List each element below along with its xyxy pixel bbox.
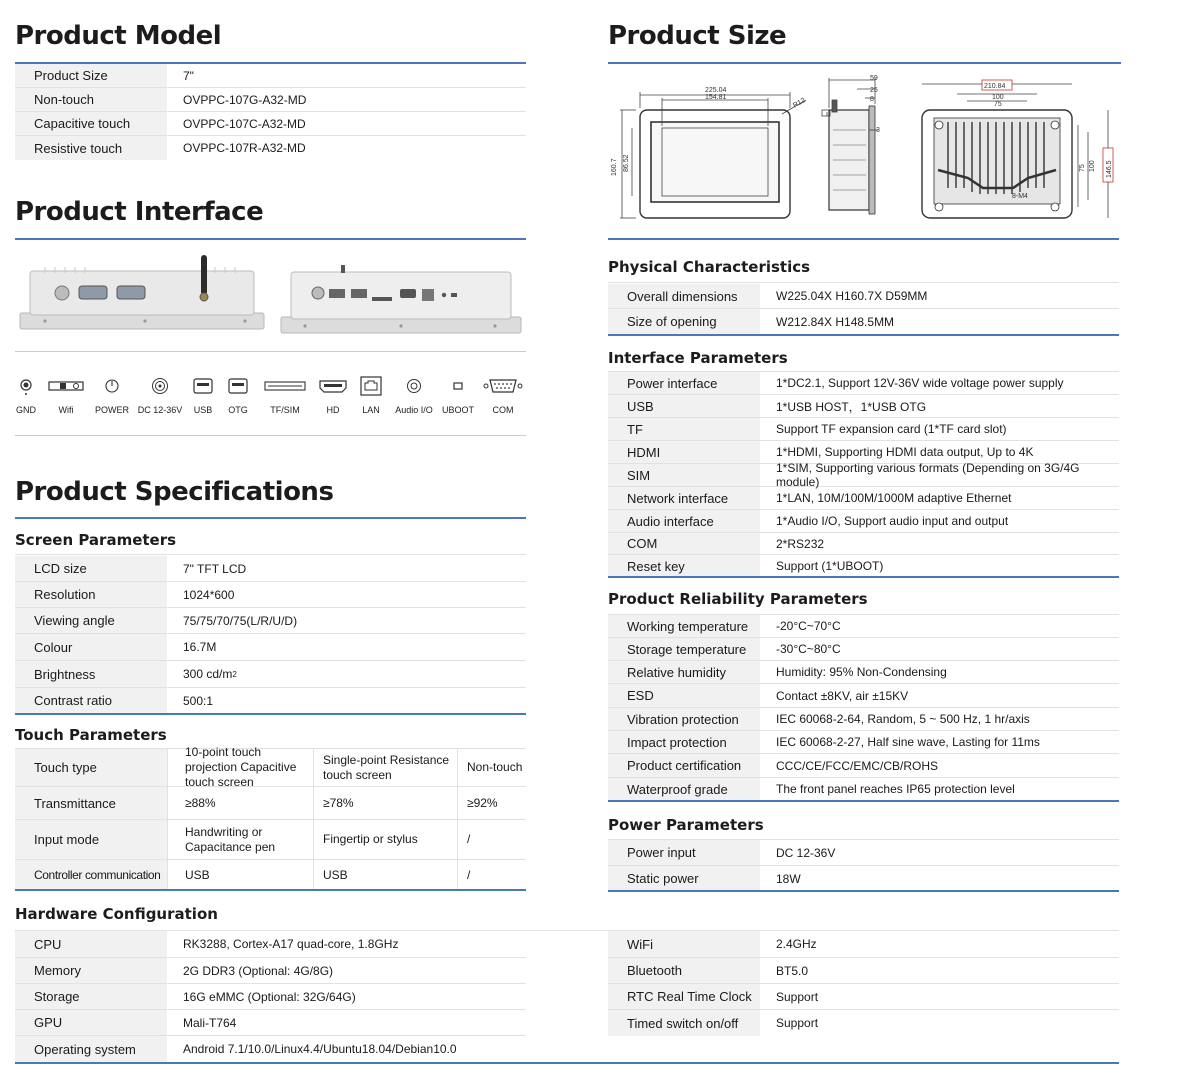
row-label: Overall dimensions: [608, 284, 760, 308]
row-value: 1*HDMI, Supporting HDMI data output, Up to 4K: [776, 445, 1034, 459]
table-row: [15, 958, 526, 984]
ground-icon: [19, 376, 33, 396]
wifi-antenna-icon: [48, 379, 84, 393]
row-label: Controller communication: [15, 860, 167, 890]
port-label: USB: [193, 405, 213, 415]
dim-side-d3: 3: [876, 127, 880, 134]
table-row: [15, 787, 526, 820]
row-value: Support: [776, 989, 819, 1004]
table-cell: Fingertip or stylus: [313, 820, 457, 859]
divider: [15, 554, 526, 555]
row-label: CPU: [15, 931, 167, 957]
hardware-configuration-title: Hardware Configuration: [15, 905, 218, 923]
row-label: Timed switch on/off: [608, 1010, 760, 1036]
row-value: IEC 60068-2-64, Random, 5 ~ 500 Hz, 1 hr/axis: [776, 712, 1030, 726]
row-label: Impact protection: [608, 731, 760, 753]
port-com: [473, 376, 533, 415]
dim-back-w1: 100: [992, 94, 1004, 101]
section-rule: [15, 1062, 1119, 1064]
row-label: Resolution: [15, 582, 167, 607]
row-label: Waterproof grade: [608, 778, 760, 800]
table-row: [15, 634, 526, 661]
table-row: [608, 487, 1119, 510]
row-value: CCC/CE/FCC/EMC/CB/ROHS: [776, 758, 939, 773]
port-label: TF/SIM: [270, 405, 300, 415]
table-row: [608, 984, 1119, 1010]
section-rule: [608, 238, 1119, 240]
table-row: [608, 866, 1119, 891]
row-label: RTC Real Time Clock: [608, 984, 760, 1009]
table-cell: Single-point Resistance touch screen: [313, 749, 457, 786]
table-row: [15, 984, 526, 1010]
dim-back-h2: 100: [1089, 160, 1096, 172]
row-value: Mali-T764: [183, 1015, 237, 1030]
row-value: DC 12-36V: [776, 845, 836, 860]
row-value: W225.04X H160.7X D59MM: [776, 289, 928, 303]
table-row: [608, 309, 1119, 334]
row-label: WiFi: [608, 931, 760, 957]
table-cell: Non-touch: [457, 749, 526, 786]
lan-icon: [360, 376, 382, 396]
row-label: Bluetooth: [608, 958, 760, 983]
db9-com-icon: [483, 378, 523, 394]
dim-front-height: 160.7: [611, 158, 618, 176]
row-value: 1*USB HOST，1*USB OTG: [776, 399, 927, 414]
row-value: Support (1*UBOOT): [776, 559, 884, 573]
audio-jack-icon: [406, 378, 422, 394]
row-label: Audio interface: [608, 510, 760, 532]
row-label: Touch type: [15, 749, 167, 786]
hardware-table-left: [15, 931, 526, 1062]
dim-side-depth: 59: [870, 75, 878, 82]
row-value: 18W: [776, 871, 801, 886]
divider: [15, 435, 526, 436]
row-label: Reset key: [608, 555, 760, 577]
row-label: TF: [608, 418, 760, 440]
table-row: [608, 840, 1119, 866]
row-value: RK3288, Cortex-A17 quad-core, 1.8GHz: [183, 937, 399, 951]
row-value: OVPPC-107C-A32-MD: [183, 116, 306, 131]
table-row: [15, 1036, 526, 1062]
row-label: Resistive touch: [15, 136, 167, 160]
row-value: Support TF expansion card (1*TF card slot): [776, 422, 1007, 436]
row-label: HDMI: [608, 441, 760, 463]
dim-side-d1: 25: [870, 87, 878, 94]
row-label: Product Size: [15, 64, 167, 87]
row-label: COM: [608, 533, 760, 554]
table-row: [608, 958, 1119, 984]
table-row: [15, 88, 526, 112]
row-label: Power input: [608, 840, 760, 865]
product-model-title: Product Model: [15, 21, 222, 51]
product-interface-title: Product Interface: [15, 197, 264, 227]
row-value: IEC 60068-2-27, Half sine wave, Lasting for 11ms: [776, 735, 1040, 749]
port-label: COM: [492, 405, 514, 415]
device-left-photo: [20, 255, 264, 329]
divider: [15, 351, 526, 352]
row-label: Contrast ratio: [15, 688, 167, 713]
reliability-table: [608, 615, 1119, 800]
row-label: Network interface: [608, 487, 760, 509]
touch-parameters-table: [15, 745, 526, 890]
dim-back-h1: 75: [1079, 164, 1086, 172]
power-parameters-title: Power Parameters: [608, 816, 764, 834]
row-value: W212.84X H148.5MM: [776, 314, 895, 329]
row-value: 1*SIM, Supporting various formats (Depending on 3G/4G module): [776, 461, 1080, 489]
table-row: [15, 136, 526, 160]
device-port-photos: [15, 245, 526, 345]
dim-back-w2: 75: [994, 101, 1002, 108]
table-row: [15, 931, 526, 958]
port-label: LAN: [362, 405, 380, 415]
row-label: SIM: [608, 464, 760, 486]
section-rule: [15, 713, 526, 715]
row-value: OVPPC-107R-A32-MD: [183, 141, 306, 155]
row-label: Static power: [608, 866, 760, 891]
dim-back-height: 146.5: [1106, 160, 1113, 178]
table-row: [608, 661, 1119, 684]
dim-front-inner-width: 154.81: [705, 94, 727, 101]
uboot-button-icon: [452, 381, 464, 391]
table-row: [15, 112, 526, 136]
row-value: Support: [776, 1016, 819, 1030]
section-rule: [15, 889, 526, 891]
table-row: [608, 395, 1119, 418]
table-row: [608, 372, 1119, 395]
table-row: [15, 608, 526, 634]
tf-sim-slot-icon: [264, 380, 306, 392]
table-row: [608, 638, 1119, 661]
table-cell: Handwriting or Capacitance pen: [167, 820, 313, 859]
product-specifications-title: Product Specifications: [15, 477, 334, 507]
row-label: USB: [608, 395, 760, 417]
row-value: Humidity: 95% Non-Condensing: [776, 665, 947, 679]
table-row: [608, 615, 1119, 638]
power-jack-icon: [104, 378, 120, 394]
table-row: [608, 754, 1119, 778]
table-row: [608, 418, 1119, 441]
product-model-table: [15, 64, 526, 160]
row-label: Power interface: [608, 372, 760, 394]
row-value: 500:1: [183, 693, 214, 708]
table-row: [15, 860, 526, 890]
table-row: [608, 684, 1119, 708]
table-row: [608, 533, 1119, 555]
row-value: 1*Audio I/O, Support audio input and output: [776, 514, 1009, 528]
table-row: [15, 820, 526, 860]
row-label: Viewing angle: [15, 608, 167, 633]
row-value: 300 cd/m 2: [183, 667, 237, 681]
table-cell: ≥92%: [457, 787, 526, 819]
port-label: DC 12-36V: [137, 405, 183, 415]
dim-front-width: 225.04: [705, 87, 727, 94]
interface-parameters-title: Interface Parameters: [608, 349, 788, 367]
row-value: BT5.0: [776, 963, 809, 978]
table-cell: USB: [313, 860, 457, 890]
section-rule: [608, 576, 1119, 578]
row-label: Operating system: [15, 1036, 167, 1062]
table-row: [15, 745, 526, 789]
table-row: [608, 1010, 1119, 1036]
dim-back-hole: 8-M4: [1012, 193, 1028, 200]
row-label: Transmittance: [15, 787, 167, 819]
row-value: 2*RS232: [776, 536, 825, 551]
hardware-table-right: [608, 931, 1119, 1036]
table-cell: /: [457, 860, 526, 890]
row-value: 7" TFT LCD: [183, 561, 247, 576]
row-value: Contact ±8KV, air ±15KV: [776, 688, 909, 703]
row-label: ESD: [608, 684, 760, 707]
dc-jack-icon: [151, 377, 169, 395]
row-label: Vibration protection: [608, 708, 760, 730]
table-row: [608, 931, 1119, 958]
table-row: [608, 708, 1119, 731]
table-cell: /: [457, 820, 526, 859]
table-row: [608, 778, 1119, 800]
table-row: [15, 1010, 526, 1036]
port-label: UBOOT: [441, 405, 474, 415]
table-row: [608, 510, 1119, 533]
row-label: Memory: [15, 958, 167, 983]
row-value: 75/75/70/75(L/R/U/D): [183, 613, 298, 628]
row-label: Size of opening: [608, 309, 760, 334]
row-label: GPU: [15, 1010, 167, 1035]
dim-front-radius: R12: [792, 96, 807, 110]
port-label: POWER: [94, 405, 129, 415]
table-row: [608, 555, 1119, 577]
device-right-photo: [281, 265, 521, 333]
screen-parameters-table: [15, 556, 526, 713]
section-rule: [608, 62, 1121, 64]
row-label: Product certification: [608, 754, 760, 777]
row-label: Brightness: [15, 661, 167, 687]
row-label: Storage: [15, 984, 167, 1009]
port-label: Wifi: [58, 405, 74, 415]
row-label: Relative humidity: [608, 661, 760, 683]
row-value: -20°C~70°C: [776, 619, 841, 633]
row-value: OVPPC-107G-A32-MD: [183, 92, 307, 107]
power-table: [608, 840, 1119, 891]
row-value: -30°C~80°C: [776, 642, 841, 656]
row-label: Capacitive touch: [15, 112, 167, 135]
row-label: Working temperature: [608, 615, 760, 637]
table-row: [15, 688, 526, 713]
row-label: Non-touch: [15, 88, 167, 111]
product-size-title: Product Size: [608, 21, 787, 51]
interface-parameters-table: [608, 372, 1119, 577]
row-value: The front panel reaches IP65 protection level: [776, 782, 1015, 796]
section-rule: [608, 800, 1119, 802]
row-value: 2.4GHz: [776, 937, 817, 951]
dim-side-d2: 8: [870, 96, 874, 103]
otg-icon: [228, 378, 248, 394]
row-label: Input mode: [15, 820, 167, 859]
section-rule: [608, 890, 1119, 892]
dim-front-inner-height: 86.52: [623, 154, 630, 172]
table-row: [608, 461, 1119, 489]
touch-parameters-title: Touch Parameters: [15, 726, 167, 744]
port-label: OTG: [228, 405, 248, 415]
port-label: GND: [16, 405, 36, 415]
table-cell: ≥78%: [313, 787, 457, 819]
row-value: 1*LAN, 10M/100M/1000M adaptive Ethernet: [776, 491, 1012, 505]
dim-back-width: 210.84: [984, 83, 1006, 90]
port-label: Audio I/O: [395, 405, 433, 415]
row-label: Storage temperature: [608, 638, 760, 660]
section-rule: [15, 517, 526, 519]
table-cell: 10-point touch projection Capacitive touch screen: [167, 749, 313, 786]
physical-characteristics-title: Physical Characteristics: [608, 258, 811, 276]
table-cell: USB: [167, 860, 313, 890]
table-row: [15, 556, 526, 582]
table-row: [15, 582, 526, 608]
table-row: [15, 64, 526, 88]
section-rule: [15, 238, 526, 240]
section-rule: [608, 334, 1119, 336]
screen-parameters-title: Screen Parameters: [15, 531, 177, 549]
reliability-parameters-title: Product Reliability Parameters: [608, 590, 868, 608]
divider: [608, 282, 1119, 283]
physical-table: [608, 284, 1119, 334]
dimension-drawing: [608, 70, 1121, 232]
port-label: HD: [326, 405, 340, 415]
row-value: 7": [183, 68, 194, 83]
row-value: 1024*600: [183, 587, 235, 602]
table-row: [608, 731, 1119, 754]
row-value: 16.7M: [183, 640, 217, 654]
row-label: LCD size: [15, 556, 167, 581]
table-row: [15, 661, 526, 688]
row-value: 2G DDR3 (Optional: 4G/8G): [183, 963, 334, 978]
table-row: [608, 284, 1119, 309]
table-cell: ≥88%: [167, 787, 313, 819]
row-value: 16G eMMC (Optional: 32G/64G): [183, 989, 356, 1004]
row-label: Colour: [15, 634, 167, 660]
row-value: 1*DC2.1, Support 12V-36V wide voltage power supply: [776, 376, 1064, 390]
row-value: Android 7.1/10.0/Linux4.4/Ubuntu18.04/Debian10.0: [183, 1042, 457, 1056]
